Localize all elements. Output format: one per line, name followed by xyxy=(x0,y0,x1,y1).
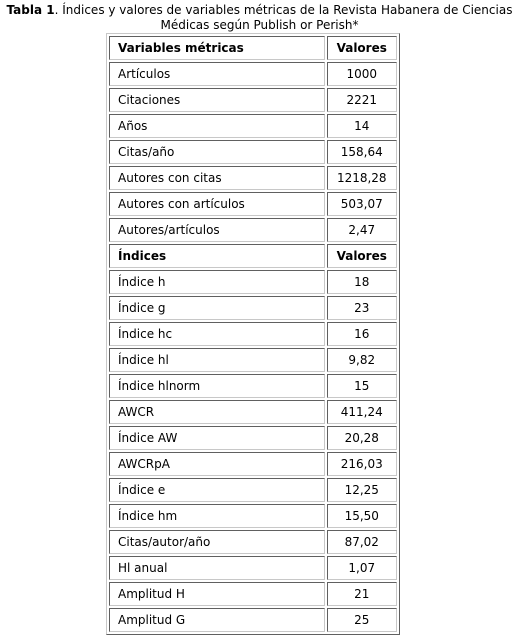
cell-value: 2,47 xyxy=(327,218,398,242)
cell-variable-name: Índice AW xyxy=(109,426,325,450)
caption-label: Tabla 1 xyxy=(6,3,55,17)
cell-value: 9,82 xyxy=(327,348,398,372)
cell-value: 1000 xyxy=(327,62,398,86)
cell-value: 2221 xyxy=(327,88,398,112)
table-row xyxy=(109,62,397,86)
cell-variable-name: AWCRpA xyxy=(109,452,325,476)
table-row xyxy=(109,452,397,476)
cell-value: 21 xyxy=(327,582,398,606)
cell-variable-name: Índice hl xyxy=(109,348,325,372)
cell-value: 23 xyxy=(327,296,398,320)
table-section-header xyxy=(109,244,397,268)
cell-variable-name: Índice hc xyxy=(109,322,325,346)
table-row xyxy=(109,530,397,554)
table-row xyxy=(109,608,397,632)
metrics-table-body xyxy=(109,36,397,632)
cell-value: 16 xyxy=(327,322,398,346)
cell-value: 1218,28 xyxy=(327,166,398,190)
cell-value: 216,03 xyxy=(327,452,398,476)
cell-variable-name: Autores con artículos xyxy=(109,192,325,216)
cell-variable-name: Hl anual xyxy=(109,556,325,580)
table-row xyxy=(109,296,397,320)
table-section-header xyxy=(109,36,397,60)
cell-value: 15,50 xyxy=(327,504,398,528)
table-row xyxy=(109,140,397,164)
cell-value: 15 xyxy=(327,374,398,398)
cell-variable-name: Índice g xyxy=(109,296,325,320)
table-row xyxy=(109,166,397,190)
table-row xyxy=(109,114,397,138)
header-cell-value: Valores xyxy=(327,244,398,268)
cell-variable-name: Citas/autor/año xyxy=(109,530,325,554)
table-row xyxy=(109,556,397,580)
metrics-table xyxy=(106,33,400,635)
cell-variable-name: Amplitud G xyxy=(109,608,325,632)
table-row xyxy=(109,348,397,372)
cell-variable-name: Años xyxy=(109,114,325,138)
cell-variable-name: Artículos xyxy=(109,62,325,86)
table-row xyxy=(109,218,397,242)
cell-variable-name: Índice hm xyxy=(109,504,325,528)
cell-variable-name: Índice e xyxy=(109,478,325,502)
table-caption xyxy=(4,3,515,33)
table-row xyxy=(109,400,397,424)
cell-variable-name: Amplitud H xyxy=(109,582,325,606)
table-row xyxy=(109,270,397,294)
table-row xyxy=(109,192,397,216)
table-row xyxy=(109,322,397,346)
caption-text: . Índices y valores de variables métricas de la Revista Habanera de Ciencias Médicas según Publish or Perish* xyxy=(54,3,513,32)
table-row xyxy=(109,504,397,528)
cell-value: 87,02 xyxy=(327,530,398,554)
table-row xyxy=(109,582,397,606)
cell-value: 14 xyxy=(327,114,398,138)
cell-variable-name: Autores/artículos xyxy=(109,218,325,242)
table-row xyxy=(109,374,397,398)
cell-value: 12,25 xyxy=(327,478,398,502)
header-cell-variable: Índices xyxy=(109,244,325,268)
header-cell-variable: Variables métricas xyxy=(109,36,325,60)
table-row xyxy=(109,88,397,112)
cell-value: 411,24 xyxy=(327,400,398,424)
cell-value: 20,28 xyxy=(327,426,398,450)
cell-variable-name: AWCR xyxy=(109,400,325,424)
cell-variable-name: Índice hlnorm xyxy=(109,374,325,398)
table-row xyxy=(109,426,397,450)
cell-value: 25 xyxy=(327,608,398,632)
cell-variable-name: Índice h xyxy=(109,270,325,294)
cell-value: 18 xyxy=(327,270,398,294)
cell-value: 158,64 xyxy=(327,140,398,164)
header-cell-value: Valores xyxy=(327,36,398,60)
cell-variable-name: Citaciones xyxy=(109,88,325,112)
cell-value: 503,07 xyxy=(327,192,398,216)
cell-value: 1,07 xyxy=(327,556,398,580)
cell-variable-name: Citas/año xyxy=(109,140,325,164)
cell-variable-name: Autores con citas xyxy=(109,166,325,190)
table-row xyxy=(109,478,397,502)
